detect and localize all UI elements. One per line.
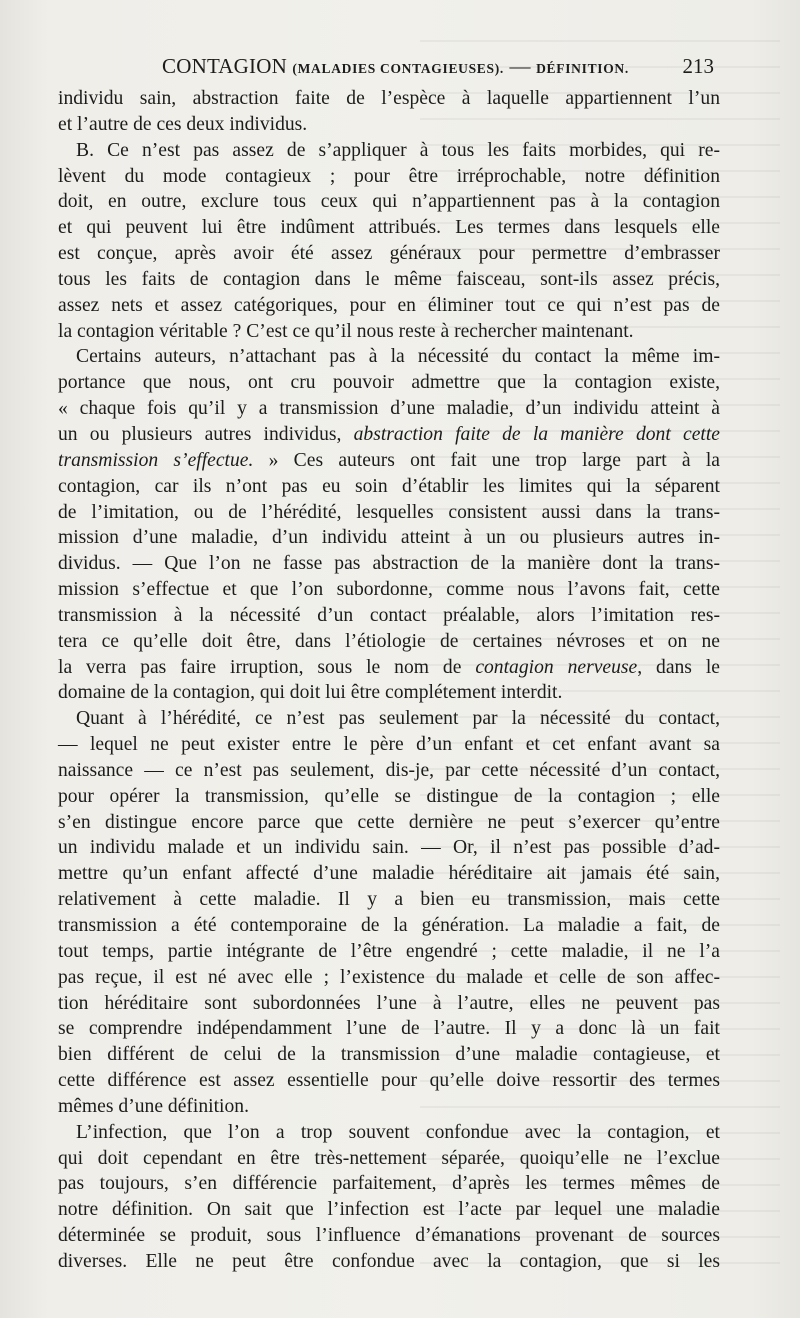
- text-segment: pas reçue, il est né avec elle ; l’existence du malade et celle de son affec-: [58, 966, 720, 988]
- text-line: [58, 525, 720, 551]
- text-segment: tous les faits de contagion dans le même faisceau, sont-ils assez précis,: [58, 268, 720, 290]
- body-text: [58, 86, 720, 1275]
- italic-text: transmission s’effectue.: [58, 449, 254, 471]
- text-segment: B. Ce n’est pas assez de s’appliquer à tous les faits morbides, qui re-: [76, 139, 720, 161]
- text-line: [58, 319, 720, 345]
- text-line: [58, 396, 720, 422]
- text-line: [58, 422, 720, 448]
- text-segment: la contagion véritable ? C’est ce qu’il nous reste à rechercher maintenant.: [58, 320, 634, 342]
- text-line: [58, 939, 720, 965]
- text-line: [58, 138, 720, 164]
- text-line: [58, 551, 720, 577]
- text-segment: s’en distingue encore parce que cette dernière ne peut s’exercer qu’entre: [58, 811, 720, 833]
- text-line: [58, 629, 720, 655]
- text-line: [58, 1016, 720, 1042]
- text-line: [58, 1146, 720, 1172]
- text-segment: dividus. — Que l’on ne fasse pas abstraction de la manière dont la trans-: [58, 553, 720, 575]
- text-segment: mission d’une maladie, d’un individu atteint à un ou plusieurs autres in-: [58, 527, 720, 549]
- text-segment: , dans le: [637, 656, 720, 678]
- text-segment: » Ces auteurs ont fait une trop large part à la: [253, 449, 720, 471]
- text-segment: de l’imitation, ou de l’hérédité, lesquelles consistent aussi dans la trans-: [58, 501, 720, 523]
- text-segment: individu sain, abstraction faite de l’espèce à laquelle appartiennent l’un: [58, 88, 720, 109]
- text-segment: tion héréditaire sont subordonnées l’une à l’autre, elles ne peuvent pas: [58, 992, 720, 1014]
- text-line: [58, 835, 720, 861]
- text-segment: un individu malade et un individu sain. — Or, il n’est pas possible d’ad-: [58, 837, 720, 859]
- text-segment: lèvent du mode contagieux ; pour être irréprochable, notre définition: [58, 165, 720, 187]
- text-segment: transmission a été contemporaine de la génération. La maladie a fait, de: [58, 915, 720, 936]
- text-line: [58, 965, 720, 991]
- text-line: [58, 1094, 720, 1120]
- text-line: [58, 500, 720, 526]
- text-segment: tera ce qu’elle doit être, dans l’étiologie de certaines névroses et on ne: [58, 630, 720, 652]
- text-line: [58, 577, 720, 603]
- page-number: 213: [682, 54, 714, 78]
- italic-text: contagion nerveuse: [475, 656, 638, 678]
- running-head-paren: (MALADIES CONTAGIEUSES).: [292, 61, 504, 76]
- text-segment: contagion, car ils n’ont pas eu soin d’établir les limites qui la séparent: [58, 475, 720, 497]
- text-line: [58, 241, 720, 267]
- text-segment: est conçue, après avoir été assez généraux pour permettre d’embrasser: [58, 243, 720, 265]
- text-segment: pas toujours, s’en différencie parfaitement, d’après les termes mêmes de: [58, 1173, 720, 1195]
- text-line: [58, 164, 720, 190]
- page-header: [58, 50, 714, 78]
- text-segment: relativement à cette maladie. Il y a bien eu transmission, mais cette: [58, 889, 720, 911]
- text-segment: mêmes d’une définition.: [58, 1095, 249, 1117]
- text-line: [58, 1197, 720, 1223]
- text-segment: diverses. Elle ne peut être confondue avec la contagion, que si les: [58, 1250, 720, 1272]
- text-line: [58, 1120, 720, 1146]
- text-line: [58, 215, 720, 241]
- text-line: [58, 1249, 720, 1275]
- text-segment: Quant à l’hérédité, ce n’est pas seulement par la nécessité du contact,: [76, 708, 720, 730]
- text-segment: portance que nous, ont cru pouvoir admettre que la contagion existe,: [58, 372, 720, 394]
- text-segment: et qui peuvent lui être indûment attribués. Les termes dans lesquels elle: [58, 217, 720, 239]
- text-segment: déterminée se produit, sous l’influence d’émanations provenant de sources: [58, 1225, 720, 1247]
- text-line: [58, 913, 720, 939]
- text-line: [58, 293, 720, 319]
- text-line: [58, 1171, 720, 1197]
- text-line: [58, 344, 720, 370]
- text-segment: tout temps, partie intégrante de l’être engendré ; cette maladie, il ne l’a: [58, 940, 720, 962]
- text-line: [58, 732, 720, 758]
- text-segment: naissance — ce n’est pas seulement, dis-je, par cette nécessité d’un contact,: [58, 759, 720, 781]
- text-segment: un ou plusieurs autres individus,: [58, 423, 354, 445]
- text-line: [58, 1223, 720, 1249]
- text-line: [58, 784, 720, 810]
- text-line: [58, 706, 720, 732]
- text-segment: cette différence est assez essentielle pour qu’elle doive ressortir des termes: [58, 1070, 720, 1092]
- text-segment: Certains auteurs, n’attachant pas à la nécessité du contact la même im-: [76, 346, 720, 368]
- running-head-main: CONTAGION: [162, 54, 287, 78]
- text-segment: domaine de la contagion, qui doit lui être complétement interdit.: [58, 682, 563, 704]
- text-line: [58, 810, 720, 836]
- text-line: [58, 474, 720, 500]
- text-line: [58, 991, 720, 1017]
- text-line: [58, 861, 720, 887]
- text-segment: notre définition. On sait que l’infection est l’acte par lequel une maladie: [58, 1199, 720, 1221]
- text-line: [58, 267, 720, 293]
- text-segment: mission s’effectue et que l’on subordonne, comme nous l’avons fait, cette: [58, 579, 720, 601]
- text-line: [58, 758, 720, 784]
- text-segment: L’infection, que l’on a trop souvent confondue avec la contagion, et: [76, 1121, 720, 1143]
- italic-text: abstraction faite de la manière dont cette: [353, 423, 720, 445]
- text-segment: et l’autre de ces deux individus.: [58, 113, 308, 135]
- running-head-section: DÉFINITION.: [536, 61, 629, 76]
- text-segment: la verra pas faire irruption, sous le nom de: [58, 656, 476, 678]
- text-segment: transmission à la nécessité d’un contact préalable, alors l’imitation res-: [58, 604, 720, 626]
- text-line: [58, 603, 720, 629]
- text-line: [58, 370, 720, 396]
- text-segment: qui doit cependant en être très-nettement séparée, quoiqu’elle ne l’exclue: [58, 1147, 720, 1169]
- text-segment: « chaque fois qu’il y a transmission d’une maladie, d’un individu atteint à: [58, 398, 720, 420]
- text-line: [58, 1042, 720, 1068]
- text-line: [58, 86, 720, 112]
- text-line: [58, 112, 720, 138]
- text-line: [58, 887, 720, 913]
- text-segment: — lequel ne peut exister entre le père d’un enfant et cet enfant avant sa: [58, 734, 720, 756]
- text-segment: se comprendre indépendamment l’une de l’autre. Il y a donc là un fait: [58, 1018, 720, 1040]
- text-segment: assez nets et assez catégoriques, pour en éliminer tout ce qui n’est pas de: [58, 294, 720, 316]
- text-line: [58, 189, 720, 215]
- text-segment: pour opérer la transmission, qu’elle se distingue de la contagion ; elle: [58, 785, 720, 807]
- running-head: [162, 54, 629, 79]
- running-head-dash: —: [509, 54, 531, 78]
- text-segment: mettre qu’un enfant affecté d’une maladie héréditaire ait jamais été sain,: [58, 863, 720, 885]
- text-line: [58, 1068, 720, 1094]
- text-line: [58, 680, 720, 706]
- text-line: [58, 655, 720, 681]
- text-segment: doit, en outre, exclure tous ceux qui n’appartiennent pas à la contagion: [58, 191, 720, 213]
- text-line: [58, 448, 720, 474]
- text-segment: bien différent de celui de la transmission d’une maladie contagieuse, et: [58, 1044, 720, 1066]
